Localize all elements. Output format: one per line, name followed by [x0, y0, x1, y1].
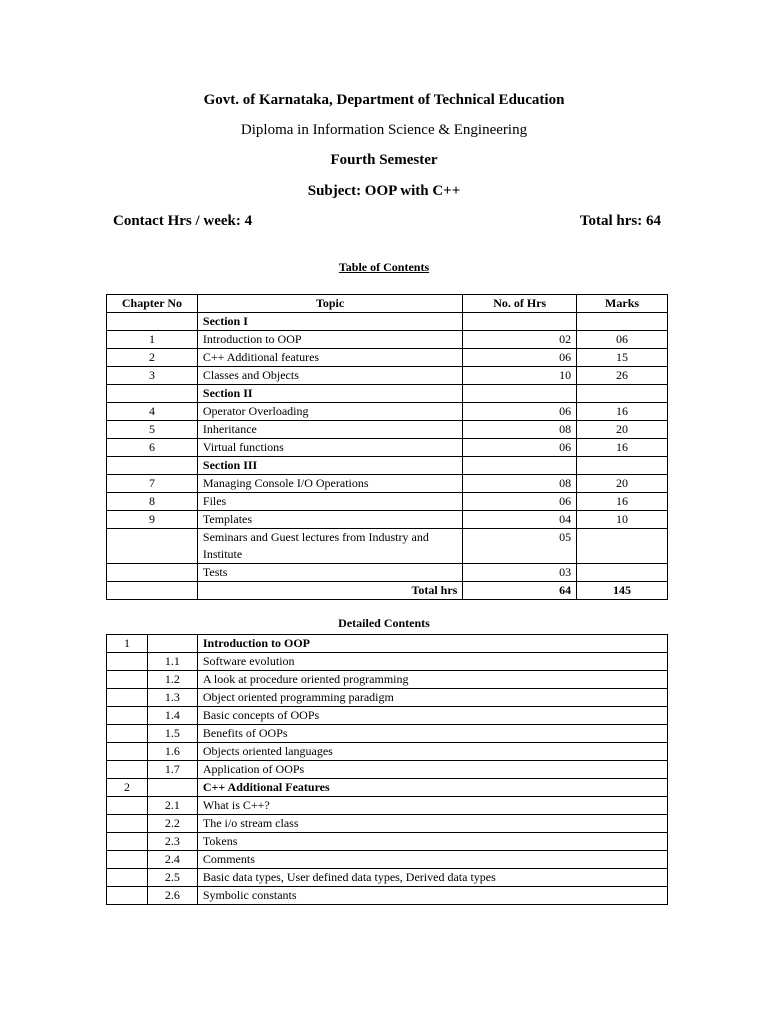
detail-sub-cell: 2.3	[147, 833, 197, 851]
semester-heading: Fourth Semester	[330, 152, 438, 168]
toc-marks-cell: 20	[577, 421, 668, 439]
detail-text-cell: The i/o stream class	[197, 815, 667, 833]
toc-row	[107, 493, 668, 511]
detail-text-cell: Tokens	[197, 833, 667, 851]
toc-hrs-cell: 04	[463, 511, 577, 529]
detail-chapter-cell	[107, 743, 148, 761]
toc-chapter-cell	[107, 457, 198, 475]
toc-marks-cell: 16	[577, 403, 668, 421]
toc-row	[107, 439, 668, 457]
toc-chapter-cell	[107, 385, 198, 403]
detail-text-cell: Comments	[197, 851, 667, 869]
toc-hrs-cell: 06	[463, 493, 577, 511]
toc-topic-cell: Inheritance	[197, 421, 462, 439]
detail-text-cell: Introduction to OOP	[197, 635, 667, 653]
toc-chapter-cell: 9	[107, 511, 198, 529]
toc-chapter-cell: 4	[107, 403, 198, 421]
detail-chapter-cell	[107, 851, 148, 869]
subject-heading: Subject: OOP with C++	[307, 183, 461, 199]
toc-marks-cell	[577, 529, 668, 564]
detail-row	[107, 689, 668, 707]
toc-marks-cell: 06	[577, 331, 668, 349]
toc-row	[107, 457, 668, 475]
detail-row	[107, 761, 668, 779]
detail-text-cell: Objects oriented languages	[197, 743, 667, 761]
toc-col-hrs: No. of Hrs	[463, 295, 577, 313]
detail-sub-cell: 1.4	[147, 707, 197, 725]
detail-text-cell: Basic data types, User defined data types, Derived data types	[197, 869, 667, 887]
detail-sub-cell: 1.3	[147, 689, 197, 707]
toc-marks-cell: 16	[577, 493, 668, 511]
toc-marks-cell: 10	[577, 511, 668, 529]
detail-chapter-cell	[107, 833, 148, 851]
toc-marks-cell	[577, 385, 668, 403]
toc-hrs-cell	[463, 313, 577, 331]
detail-row	[107, 671, 668, 689]
diploma-heading: Diploma in Information Science & Engineering	[240, 122, 528, 138]
toc-hrs-cell: 08	[463, 421, 577, 439]
toc-topic-cell: Seminars and Guest lectures from Industry and Institute	[197, 529, 462, 564]
detail-sub-cell: 1.1	[147, 653, 197, 671]
detail-chapter-cell	[107, 689, 148, 707]
toc-marks-cell	[577, 313, 668, 331]
toc-topic-cell: Introduction to OOP	[197, 331, 462, 349]
detail-sub-cell: 1.5	[147, 725, 197, 743]
toc-chapter-cell	[107, 564, 198, 582]
toc-topic-cell: Virtual functions	[197, 439, 462, 457]
detail-chapter-cell	[107, 707, 148, 725]
detail-text-cell: Application of OOPs	[197, 761, 667, 779]
detail-row	[107, 869, 668, 887]
detail-row	[107, 743, 668, 761]
detail-chapter-cell: 1	[107, 635, 148, 653]
detail-row	[107, 707, 668, 725]
toc-title: Table of Contents	[338, 260, 430, 274]
detail-row	[107, 887, 668, 905]
toc-total-marks: 145	[577, 582, 668, 600]
detail-text-cell: Symbolic constants	[197, 887, 667, 905]
detail-sub-cell: 1.6	[147, 743, 197, 761]
toc-row	[107, 421, 668, 439]
detail-chapter-cell: 2	[107, 779, 148, 797]
toc-topic-cell: Section I	[197, 313, 462, 331]
toc-topic-cell: Classes and Objects	[197, 367, 462, 385]
toc-marks-cell: 16	[577, 439, 668, 457]
detailed-contents-title: Detailed Contents	[338, 616, 430, 630]
detail-sub-cell: 1.2	[147, 671, 197, 689]
detail-text-cell: Software evolution	[197, 653, 667, 671]
department-heading: Govt. of Karnataka, Department of Technical Education	[203, 92, 565, 108]
toc-hrs-cell: 05	[463, 529, 577, 564]
toc-marks-cell	[577, 564, 668, 582]
detail-row	[107, 815, 668, 833]
toc-chapter-cell	[107, 313, 198, 331]
detail-sub-cell	[147, 635, 197, 653]
detail-chapter-cell	[107, 815, 148, 833]
toc-col-marks: Marks	[577, 295, 668, 313]
total-hours: Total hrs: 64	[579, 213, 661, 229]
detail-text-cell: Object oriented programming paradigm	[197, 689, 667, 707]
toc-total-row	[107, 582, 668, 600]
toc-row	[107, 349, 668, 367]
detail-row	[107, 797, 668, 815]
toc-row	[107, 529, 668, 564]
toc-row	[107, 385, 668, 403]
toc-chapter-cell: 1	[107, 331, 198, 349]
toc-marks-cell	[577, 457, 668, 475]
toc-hrs-cell: 06	[463, 349, 577, 367]
detail-text-cell: Benefits of OOPs	[197, 725, 667, 743]
detail-chapter-cell	[107, 797, 148, 815]
detail-sub-cell: 2.1	[147, 797, 197, 815]
detail-text-cell: A look at procedure oriented programming	[197, 671, 667, 689]
toc-topic-cell: C++ Additional features	[197, 349, 462, 367]
toc-hrs-cell: 06	[463, 403, 577, 421]
detail-sub-cell	[147, 779, 197, 797]
toc-topic-cell: Section II	[197, 385, 462, 403]
toc-col-topic: Topic	[197, 295, 462, 313]
toc-topic-cell: Files	[197, 493, 462, 511]
detail-chapter-cell	[107, 725, 148, 743]
detail-chapter-cell	[107, 653, 148, 671]
toc-table	[106, 294, 668, 600]
toc-row	[107, 331, 668, 349]
toc-row	[107, 313, 668, 331]
detail-sub-cell: 2.4	[147, 851, 197, 869]
toc-chapter-cell: 3	[107, 367, 198, 385]
toc-chapter-cell: 5	[107, 421, 198, 439]
toc-chapter-cell: 7	[107, 475, 198, 493]
detail-sub-cell: 2.2	[147, 815, 197, 833]
toc-marks-cell: 15	[577, 349, 668, 367]
detail-sub-cell: 2.6	[147, 887, 197, 905]
toc-row	[107, 367, 668, 385]
toc-topic-cell: Managing Console I/O Operations	[197, 475, 462, 493]
toc-hrs-cell: 02	[463, 331, 577, 349]
toc-total-label: Total hrs	[197, 582, 462, 600]
detail-row	[107, 851, 668, 869]
detail-text-cell: Basic concepts of OOPs	[197, 707, 667, 725]
toc-header-row	[107, 295, 668, 313]
contact-hours: Contact Hrs / week: 4	[113, 213, 253, 229]
toc-chapter-cell: 8	[107, 493, 198, 511]
toc-total-hrs: 64	[463, 582, 577, 600]
toc-topic-cell: Operator Overloading	[197, 403, 462, 421]
detail-chapter-cell	[107, 671, 148, 689]
detail-sub-cell: 2.5	[147, 869, 197, 887]
detail-chapter-cell	[107, 761, 148, 779]
toc-topic-cell: Section III	[197, 457, 462, 475]
toc-topic-cell: Tests	[197, 564, 462, 582]
detail-sub-cell: 1.7	[147, 761, 197, 779]
detailed-contents-table	[106, 634, 668, 905]
toc-row	[107, 511, 668, 529]
toc-chapter-cell	[107, 529, 198, 564]
detail-row	[107, 833, 668, 851]
toc-hrs-cell: 06	[463, 439, 577, 457]
toc-marks-cell: 20	[577, 475, 668, 493]
toc-topic-cell: Templates	[197, 511, 462, 529]
toc-hrs-cell	[463, 385, 577, 403]
detail-row	[107, 779, 668, 797]
toc-chapter-cell: 6	[107, 439, 198, 457]
detail-row	[107, 653, 668, 671]
toc-hrs-cell: 03	[463, 564, 577, 582]
toc-chapter-cell: 2	[107, 349, 198, 367]
detail-row	[107, 635, 668, 653]
detail-text-cell: C++ Additional Features	[197, 779, 667, 797]
detail-row	[107, 725, 668, 743]
toc-hrs-cell: 10	[463, 367, 577, 385]
detail-text-cell: What is C++?	[197, 797, 667, 815]
toc-hrs-cell	[463, 457, 577, 475]
toc-row	[107, 475, 668, 493]
toc-row	[107, 564, 668, 582]
detail-chapter-cell	[107, 887, 148, 905]
detail-chapter-cell	[107, 869, 148, 887]
toc-hrs-cell: 08	[463, 475, 577, 493]
toc-col-chapter: Chapter No	[107, 295, 198, 313]
toc-row	[107, 403, 668, 421]
toc-marks-cell: 26	[577, 367, 668, 385]
